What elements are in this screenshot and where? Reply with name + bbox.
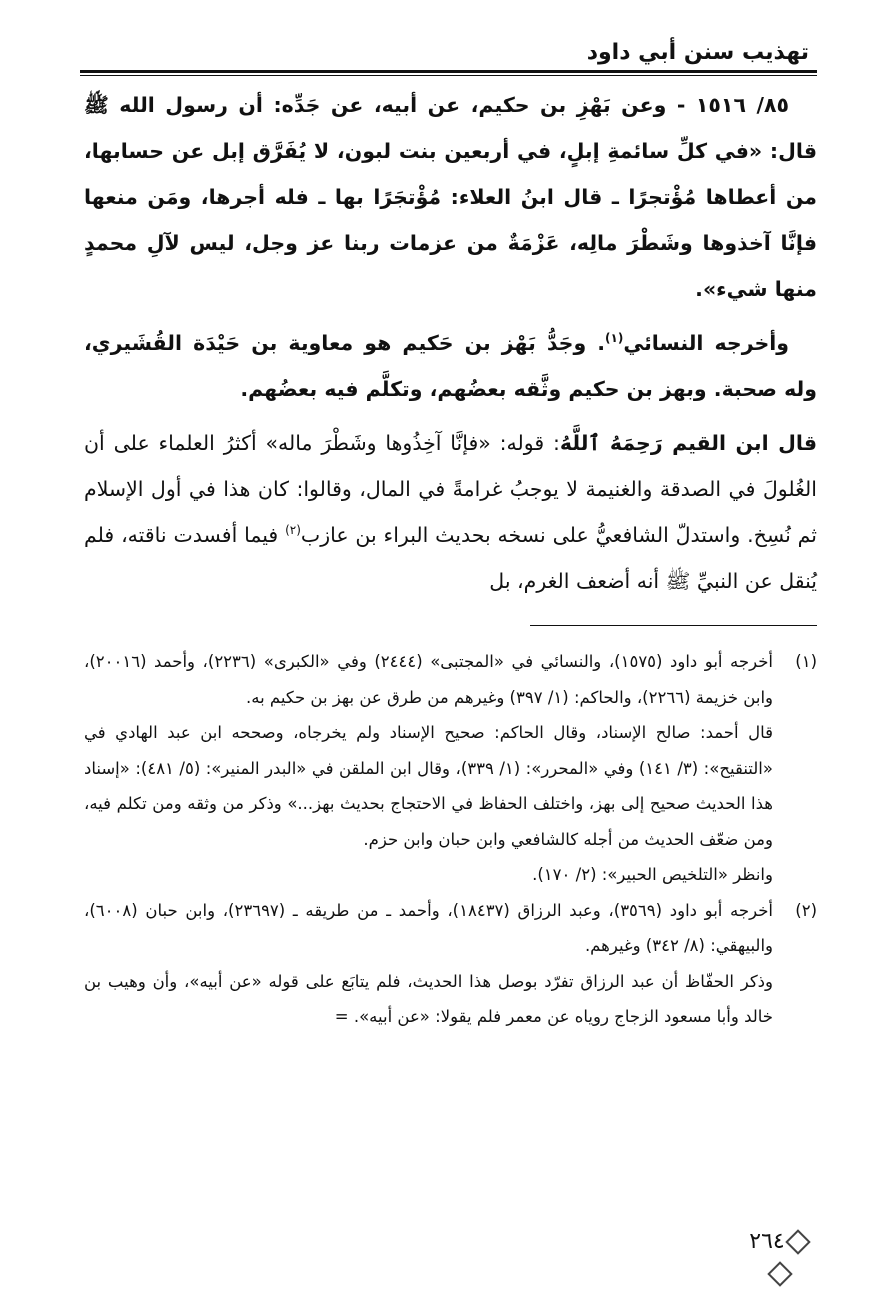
takhrij-text-a: وأخرجه النسائي — [623, 331, 789, 355]
header-rule — [80, 70, 817, 73]
speaker-label: قال ابن القيم رَحِمَهُ ٱللَّهُ — [559, 431, 817, 455]
footnote-number: (١) — [795, 652, 817, 671]
footnote-paragraph: وذكر الحفّاظ أن عبد الرزاق تفرّد بوصل هذا الحديث، فلم يتابَع على قوله «عن أبيه»، وأن وهيب بن خالد وأبا مسعود الزجاج روياه عن معمر فلم يقولا: «عن أبيه». = — [84, 971, 773, 1026]
ornament-icon — [767, 1261, 792, 1286]
footnote-paragraph: قال أحمد: صالح الإسناد، وقال الحاكم: صحيح الإسناد ولم يخرجاه، وصححه ابن عبد الهادي في «التنقيح»: (٣/ ١٤١) وفي «المحرر»: (١/ ٣٣٩)، وقال ابن الملقن في «البدر المنير»: (٥/ ٤٨١): «إسناد هذا الحديث صحيح إلى بهز، واختلف الحفاظ في الاحتجاج بحديث بهز...» وذكر من وثقه ومن تكلم فيه، ومن ضعّف الحديث من أجله كالشافعي وابن حبان وابن حزم. — [84, 723, 773, 849]
hadith-paragraph: ٨٥/ ١٥١٦ - وعن بَهْزِ بن حكيم، عن أبيه، عن جَدِّه: أن رسول الله ﷺ قال: «في كلِّ سائمةِ إبلٍ، في أربعين بنت لبون، لا يُفَرَّق إبل عن حسابها، من أعطاها مُؤْتجرًا ـ قال ابنُ العلاء: مُؤْتجَرًا بها ـ فله أجرها، ومَن منعها فإنَّا آخذوها وشَطْرَ مالِه، عَزْمَةٌ من عزمات ربنا عز وجل، ليس لآلِ محمدٍ منها شيء». — [84, 93, 817, 301]
takhrij-text-b: . وجَدُّ بَهْز بن حَكيم هو معاوية بن حَيْدَة القُشَيري، وله صحبة. وبهز بن حكيم وثَّقه بعضُهم، وتكلَّم فيه بعضُهم. — [84, 331, 817, 401]
page-number: ٢٦٤ — [749, 1229, 785, 1254]
footnote-2 — [84, 893, 817, 1035]
footnote-1 — [84, 644, 817, 893]
header-rule-thin — [80, 75, 817, 76]
commentary-paragraph — [84, 420, 817, 604]
takhrij-paragraph — [84, 320, 817, 412]
footnote-paragraph: وانظر «التلخيص الحبير»: (٢/ ١٧٠). — [532, 865, 773, 884]
footnote-separator — [530, 625, 817, 626]
footnotes — [84, 644, 817, 1035]
footnote-ref-1: (١) — [605, 331, 624, 346]
page-number-block — [740, 1226, 820, 1258]
ornament-icon — [785, 1229, 810, 1254]
footnote-number: (٢) — [795, 900, 817, 920]
running-header: تهذيب سنن أبي داود — [586, 40, 809, 65]
commentary-text-a: : قوله: «فإنَّا آخِذُوها وشَطْرَ ماله» أكثرُ العلماء على أن الغُلولَ في الصدقة والغنيمة لا يوجبُ غرامةً في المال، وقالوا: كان هذا في أول الإسلام ثم نُسِخ. واستدلّ الشافعيُّ على نسخه بحديث البراء بن عازب — [84, 431, 817, 547]
commentary-text-b: فيما أفسدت ناقته، فلم يُنقل عن النبيِّ ﷺ أنه أضعف الغرم، بل — [84, 523, 817, 593]
footnote-paragraph: أخرجه أبو داود (٣٥٦٩)، وعبد الرزاق (١٨٤٣٧)، وأحمد ـ من طريقه ـ (٢٣٦٩٧)، وابن حبان (٦٠٠٨)، والبيهقي: (٨/ ٣٤٢) وغيرهم. — [84, 900, 773, 955]
footnote-ref-2: (٢) — [285, 523, 301, 538]
footnote-paragraph: أخرجه أبو داود (١٥٧٥)، والنسائي في «المجتبى» (٢٤٤٤) وفي «الكبرى» (٢٢٣٦)، وأحمد (٢٠٠١٦)، وابن خزيمة (٢٢٦٦)، والحاكم: (١/ ٣٩٧) وغيرهم من طرق عن بهز بن حكيم به. — [84, 652, 773, 707]
main-text — [84, 82, 817, 612]
